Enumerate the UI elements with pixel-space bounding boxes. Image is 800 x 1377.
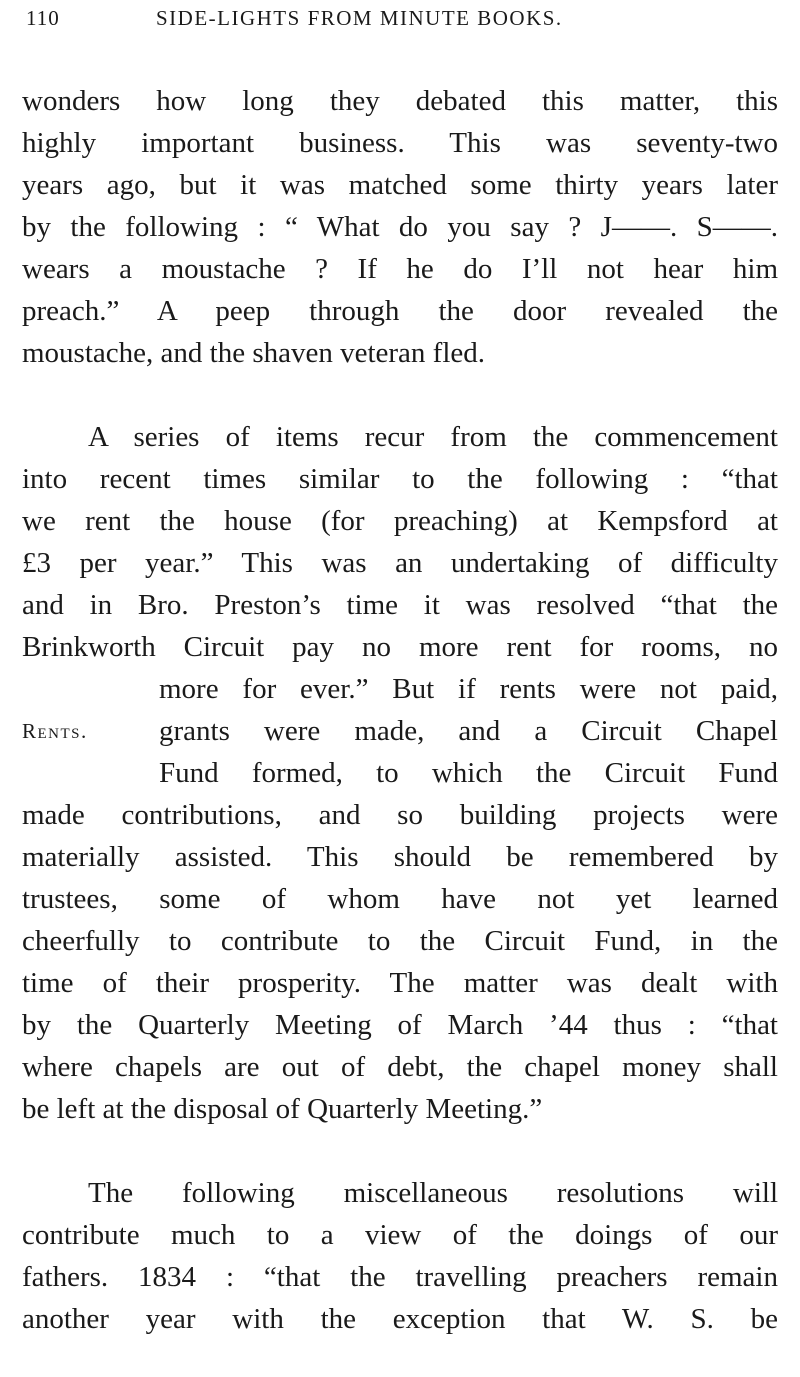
text-line: A series of items recur from the commencement	[88, 421, 778, 453]
text-line: contribute much to a view of the doings of our	[22, 1219, 778, 1251]
text-line: materially assisted. This should be remembered by	[22, 841, 778, 873]
text-line: into recent times similar to the following : “that	[22, 463, 778, 495]
margin-note: Rents.	[22, 719, 88, 743]
text-line: £3 per year.” This was an undertaking of difficulty	[22, 547, 778, 579]
text-line: years ago, but it was matched some thirty years later	[22, 169, 778, 201]
book-page	[22, 0, 778, 1377]
text-line: wonders how long they debated this matter, this	[22, 85, 778, 117]
text-line: made contributions, and so building projects were	[22, 799, 778, 831]
text-line: time of their prosperity. The matter was dealt with	[22, 967, 778, 999]
text-line: trustees, some of whom have not yet learned	[22, 883, 778, 915]
paragraph-2	[22, 416, 778, 1130]
text-line: where chapels are out of debt, the chapel money shall	[22, 1051, 778, 1083]
text-line: more for ever.” But if rents were not paid,	[159, 673, 778, 705]
paragraph-3	[22, 1172, 778, 1340]
text-line: by the Quarterly Meeting of March ’44 thus : “that	[22, 1009, 778, 1041]
text-line: we rent the house (for preaching) at Kempsford at	[22, 505, 778, 537]
text-line: Fund formed, to which the Circuit Fund	[159, 757, 778, 789]
text-line: cheerfully to contribute to the Circuit Fund, in the	[22, 925, 778, 957]
text-line: Brinkworth Circuit pay no more rent for rooms, no	[22, 631, 778, 663]
text-line: another year with the exception that W. S. be	[22, 1303, 778, 1335]
running-title: SIDE-LIGHTS FROM MINUTE BOOKS.	[156, 6, 563, 30]
text-line: grants were made, and a Circuit Chapel	[159, 715, 778, 747]
running-head	[22, 6, 778, 36]
text-line: fathers. 1834 : “that the travelling preachers remain	[22, 1261, 778, 1293]
text-line: by the following : “ What do you say ? J——. S——.	[22, 211, 778, 243]
text-line: be left at the disposal of Quarterly Meeting.”	[22, 1093, 543, 1125]
page-number: 110	[26, 6, 60, 30]
text-line: preach.” A peep through the door revealed the	[22, 295, 778, 327]
text-line: highly important business. This was seventy-two	[22, 127, 778, 159]
text-line-with-side-note	[22, 710, 778, 752]
text-line: wears a moustache ? If he do I’ll not hear him	[22, 253, 778, 285]
text-line: and in Bro. Preston’s time it was resolved “that the	[22, 589, 778, 621]
text-line: The following miscellaneous resolutions will	[88, 1177, 778, 1209]
paragraph-1	[22, 80, 778, 374]
text-line: moustache, and the shaven veteran fled.	[22, 337, 486, 369]
